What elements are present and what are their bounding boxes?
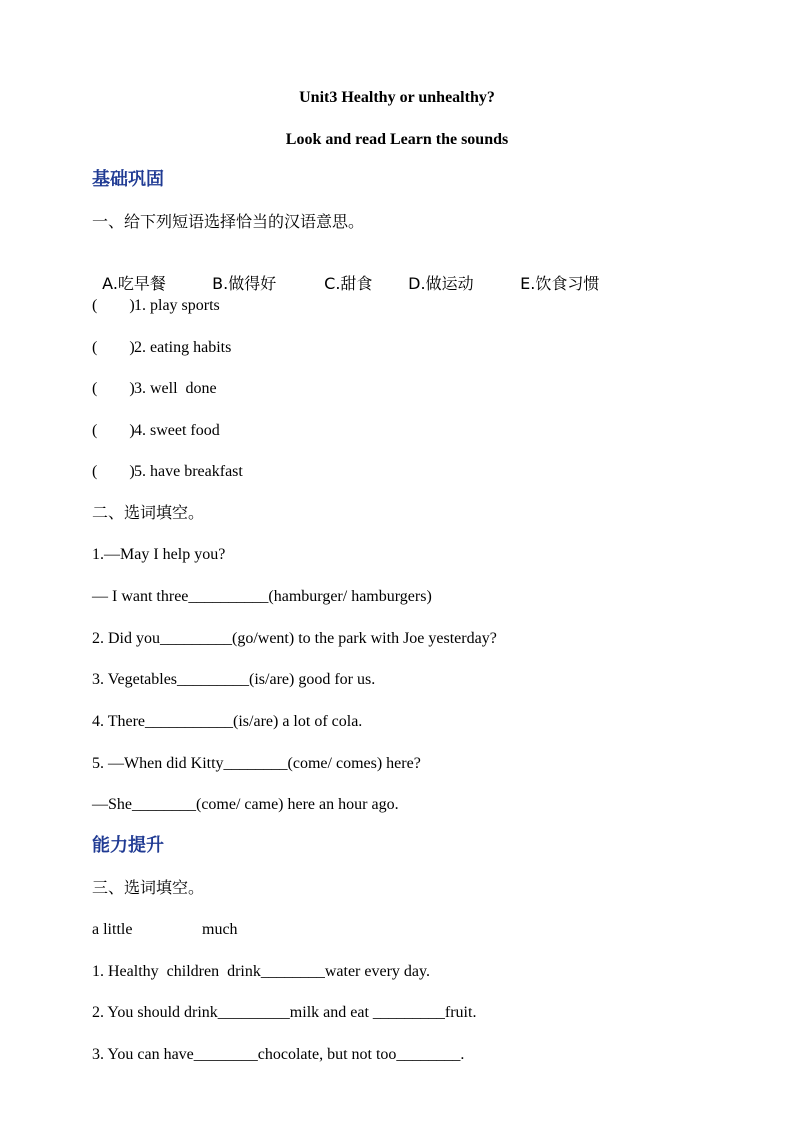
answer-blank[interactable]: ( ) bbox=[92, 380, 135, 397]
fill-line: —She________(come/ came) here an hour ago. bbox=[92, 796, 399, 813]
fill-line: 1. Healthy children drink________water every day. bbox=[92, 963, 430, 980]
fill-line: 4. There___________(is/are) a lot of cola. bbox=[92, 713, 363, 730]
fill-line: 2. Did you_________(go/went) to the park with Joe yesterday? bbox=[92, 630, 497, 647]
fill-line: 3. Vegetables_________(is/are) good for us. bbox=[92, 671, 376, 688]
option-c: C.甜食 bbox=[324, 274, 373, 293]
word-bank-item: much bbox=[202, 921, 238, 938]
answer-blank[interactable]: ( ) bbox=[92, 463, 135, 480]
match-item bbox=[92, 379, 217, 399]
fill-line: 3. You can have________chocolate, but not too________. bbox=[92, 1046, 465, 1063]
instruction-1: 一、给下列短语选择恰当的汉语意思。 bbox=[92, 212, 365, 231]
fill-line: 1.—May I help you? bbox=[92, 546, 226, 563]
answer-blank[interactable]: ( ) bbox=[92, 339, 135, 356]
option-a: A.吃早餐 bbox=[102, 274, 166, 293]
fill-line: 2. You should drink_________milk and eat _________fruit. bbox=[92, 1004, 477, 1021]
match-item-text: 2. eating habits bbox=[134, 339, 232, 356]
option-d: D.做运动 bbox=[408, 274, 474, 293]
word-bank bbox=[92, 920, 238, 940]
instruction-3: 三、选词填空。 bbox=[92, 878, 205, 897]
page-title: Unit3 Healthy or unhealthy? bbox=[299, 89, 495, 106]
match-item-text: 3. well done bbox=[134, 380, 217, 397]
option-e: E.饮食习惯 bbox=[520, 274, 600, 293]
match-item-text: 5. have breakfast bbox=[134, 463, 243, 480]
section-heading-basics: 基础巩固 bbox=[92, 169, 164, 190]
match-item bbox=[92, 421, 220, 441]
match-item-text: 4. sweet food bbox=[134, 422, 220, 439]
fill-line: 5. —When did Kitty________(come/ comes) here? bbox=[92, 755, 421, 772]
instruction-2: 二、选词填空。 bbox=[92, 503, 205, 522]
match-item bbox=[92, 296, 220, 316]
answer-blank[interactable]: ( ) bbox=[92, 297, 135, 314]
match-item bbox=[92, 338, 231, 358]
option-b: B.做得好 bbox=[212, 274, 277, 293]
match-item-text: 1. play sports bbox=[134, 297, 220, 314]
word-bank-item: a little bbox=[92, 921, 133, 938]
page-subtitle: Look and read Learn the sounds bbox=[285, 131, 509, 148]
match-item bbox=[92, 462, 243, 482]
options-row bbox=[92, 254, 599, 294]
section-heading-advanced: 能力提升 bbox=[92, 835, 164, 856]
fill-line: — I want three__________(hamburger/ hamburgers) bbox=[92, 588, 432, 605]
answer-blank[interactable]: ( ) bbox=[92, 422, 135, 439]
